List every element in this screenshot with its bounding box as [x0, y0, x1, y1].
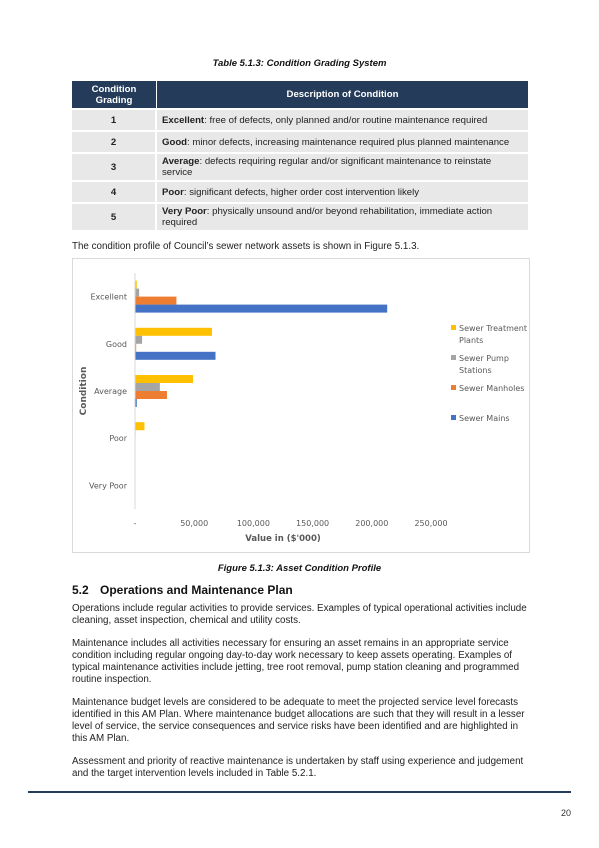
bar [135, 305, 387, 313]
description-cell [157, 180, 528, 202]
bar [135, 297, 176, 305]
y-axis-label: Condition [79, 366, 89, 416]
paragraph: Maintenance includes all activities necessary for ensuring an asset remains in an appropriate service condition including regular ongoing day-to-day work necessary to keep assets operating. Examples of typical maintenance activities include jetting, tree root removal, pump station cleaning and programmed routine inspection. [72, 638, 520, 685]
bar [135, 352, 216, 360]
description-cell [157, 152, 528, 180]
x-tick-label: 250,000 [414, 519, 448, 528]
x-axis-label: Value in ($'000) [245, 534, 321, 544]
condition-grading-table [72, 81, 528, 230]
paragraph: Maintenance budget levels are considered to be adequate to meet the projected service level forecasts identified in this AM Plan. Where maintenance budget allocations are such that they will result in a lesser level of service, the service consequences and service risks have been identified and are highlighted in this AM Plan. [72, 697, 525, 744]
table-caption: Table 5.1.3: Condition Grading System [212, 58, 387, 69]
section-number: 5.2 [72, 583, 89, 597]
paragraph: Assessment and priority of reactive maintenance is undertaken by staff using experience and judgement and the target intervention levels included in Table 5.2.1. [72, 756, 524, 779]
legend-label: Sewer Pump [459, 354, 509, 363]
y-tick-label: Average [94, 387, 127, 396]
grade-cell: 4 [72, 180, 157, 202]
header-condition-grading: Condition Grading [72, 81, 157, 108]
grade-cell: 1 [72, 108, 157, 130]
legend-label: Sewer Treatment [459, 324, 528, 333]
x-tick-label: 50,000 [180, 519, 209, 528]
condition-term: Good [162, 136, 188, 148]
condition-term: Poor [162, 186, 184, 198]
page-number: 20 [560, 808, 571, 818]
x-tick-label: - [133, 519, 137, 528]
figure-caption: Figure 5.1.3: Asset Condition Profile [217, 563, 382, 574]
grade-cell: 5 [72, 202, 157, 230]
description-cell [157, 108, 528, 130]
condition-desc: : free of defects, only planned and/or routine maintenance required [204, 114, 488, 126]
legend-label: Sewer Mains [459, 414, 510, 423]
bar [135, 328, 212, 336]
header-description: Description of Condition [157, 81, 528, 108]
y-tick-label: Very Poor [89, 481, 127, 491]
legend-label: Sewer Manholes [459, 384, 525, 393]
legend-label: Stations [459, 366, 492, 375]
bar [135, 422, 144, 430]
chart-container [72, 258, 530, 553]
y-tick-label: Excellent [90, 292, 127, 302]
x-tick-label: 150,000 [296, 519, 330, 528]
x-tick-label: 100,000 [236, 519, 270, 528]
grade-cell: 3 [72, 152, 157, 180]
legend-swatch [451, 415, 456, 420]
condition-desc: : physically unsound and/or beyond rehabilitation, immediate action required [162, 206, 493, 228]
section-title: Operations and Maintenance Plan [100, 583, 293, 597]
legend-swatch [451, 355, 456, 360]
bar [135, 391, 167, 399]
intro-text: The condition profile of Council’s sewer network assets is shown in Figure 5.1.3. [72, 241, 420, 252]
asset-condition-chart [73, 259, 529, 552]
condition-desc: : defects requiring regular and/or significant maintenance to reinstate service [162, 156, 492, 178]
y-tick-label: Good [105, 339, 127, 349]
bar [135, 383, 160, 391]
paragraph: Operations include regular activities to provide services. Examples of typical operational activities include cleaning, asset inspection, chemical and utility costs. [72, 603, 527, 626]
bar [135, 289, 139, 297]
condition-desc: : significant defects, higher order cost intervention likely [183, 186, 420, 198]
x-tick-label: 200,000 [355, 519, 389, 528]
table-row [72, 130, 528, 152]
condition-desc: : minor defects, increasing maintenance required plus planned maintenance [187, 136, 510, 148]
section-heading [72, 583, 293, 597]
description-cell [157, 202, 528, 230]
bar [135, 336, 142, 344]
condition-term: Average [162, 156, 200, 167]
legend-swatch [451, 385, 456, 390]
table-row [72, 152, 528, 180]
grade-cell: 2 [72, 130, 157, 152]
description-cell [157, 130, 528, 152]
table-row [72, 180, 528, 202]
legend-label: Plants [459, 336, 484, 345]
table-row [72, 108, 528, 130]
footer-divider [28, 791, 571, 793]
condition-term: Very Poor [162, 206, 207, 217]
y-tick-label: Poor [109, 434, 127, 444]
table-row [72, 202, 528, 230]
condition-term: Excellent [162, 114, 205, 126]
legend-swatch [451, 325, 456, 330]
bar [135, 375, 193, 383]
